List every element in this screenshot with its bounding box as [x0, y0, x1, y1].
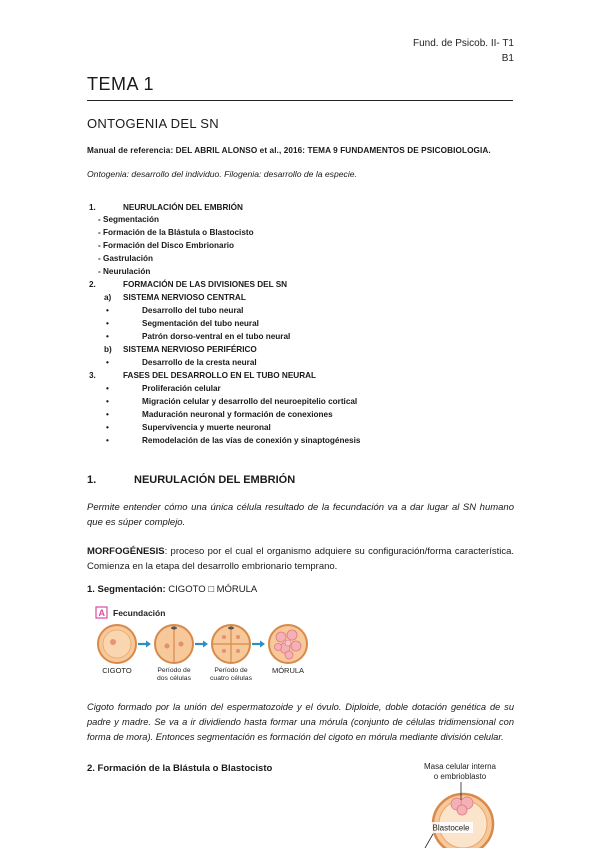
arrow-head-icon: [260, 641, 265, 648]
toc-s1-num: 1.: [89, 203, 96, 212]
morphogenesis-paragraph: [87, 544, 514, 574]
segmentation-label: 1. Segmentación:: [87, 584, 166, 595]
arrow-head-icon: [203, 641, 208, 648]
toc-s2b-title: SISTEMA NERVIOSO PERIFÉRICO: [123, 345, 257, 354]
two-cell-stage: [155, 625, 193, 663]
arrow-head-icon: [146, 641, 151, 648]
title-rule: [87, 100, 513, 101]
page-header: [413, 36, 514, 66]
label-four-cell-2: cuatro células: [210, 675, 252, 682]
toc-s3-item: Maduración neuronal y formación de conexiones: [142, 410, 333, 419]
toc-bullet: •: [106, 410, 109, 419]
toc-bullet: •: [106, 436, 109, 445]
segmentation-rest: CIGOTO □ MÓRULA: [165, 584, 258, 595]
toc-s3-title: FASES DEL DESARROLLO EN EL TUBO NEURAL: [123, 371, 317, 380]
header-course: Fund. de Psicob. II- T1: [413, 38, 514, 49]
pointer-line: [425, 834, 433, 848]
figure-tag: A: [98, 608, 105, 618]
toc-s1-item: - Segmentación: [98, 215, 159, 224]
toc-s1-item: - Formación de la Blástula o Blastocisto: [98, 228, 254, 237]
toc-s3-num: 3.: [89, 371, 96, 380]
blastocyst-label-1: Masa celular interna: [423, 762, 497, 771]
toc-bullet: •: [106, 397, 109, 406]
section-heading: [87, 474, 295, 486]
toc-s2a-item: Patrón dorso-ventral en el tubo neural: [142, 332, 291, 341]
blastocyst-figure: [405, 758, 515, 848]
toc-s1-item: - Neurulación: [98, 267, 151, 276]
toc-bullet: •: [106, 423, 109, 432]
toc-s2a-item: Desarrollo del tubo neural: [142, 306, 244, 315]
reference-line: Manual de referencia: DEL ABRIL ALONSO et al., 2016: TEMA 9 FUNDAMENTOS DE PSICOBIOLOGIA.: [87, 146, 491, 155]
segmentation-heading: [87, 584, 257, 595]
toc-s1-item: - Gastrulación: [98, 254, 154, 263]
morphogenesis-term: MORFOGÉNESIS: [87, 546, 165, 557]
morphogenesis-definition: : proceso por el cual el organismo adquiere su configuración/forma característica. Comienza en la etapa del desarrollo embrionario temprano.: [87, 546, 514, 572]
toc-bullet: •: [106, 358, 109, 367]
label-four-cell-1: Período de: [214, 667, 248, 674]
section-number: 1.: [87, 474, 97, 486]
blastocele-label: Blastocele: [432, 823, 470, 833]
toc-s2a-title: SISTEMA NERVIOSO CENTRAL: [123, 293, 246, 302]
zygote-paragraph: Cigoto formado por la unión del espermatozoide y el óvulo. Diploide, doble dotación genética de su padre y madre. Se va a ir dividiendo hasta formar una mórula (conjunto de células tridimensional con forma de mora). Entonces segmentación es formación del cigoto en mórula mediante división celular.: [87, 702, 514, 742]
toc-s3-item: Proliferación celular: [142, 384, 221, 393]
toc-s3-item: Remodelación de las vías de conexión y sinaptogénesis: [142, 436, 361, 445]
toc-s2b-item: Desarrollo de la cresta neural: [142, 358, 257, 367]
blastocyst-label-2: o embrioblasto: [433, 772, 487, 781]
zygote-cell: [98, 625, 136, 663]
definition-line: Ontogenia: desarrollo del individuo. Filogenia: desarrollo de la especie.: [87, 169, 357, 179]
toc-s2-title: FORMACIÓN DE LAS DIVISIONES DEL SN: [123, 280, 288, 289]
fertilization-figure: [95, 606, 355, 688]
blastula-heading: 2. Formación de la Blástula o Blastocisto: [87, 763, 273, 774]
toc-bullet: •: [106, 332, 109, 341]
toc-bullet: •: [106, 384, 109, 393]
toc-s1-title: NEURULACIÓN DEL EMBRIÓN: [123, 203, 243, 212]
label-zygote: CIGOTO: [102, 666, 132, 675]
toc-s3-item: Supervivencia y muerte neuronal: [142, 423, 271, 432]
morula-cell: [269, 625, 307, 663]
toc-s3-item: Migración celular y desarrollo del neuroepitelio cortical: [142, 397, 358, 406]
toc-s2a-item: Segmentación del tubo neural: [142, 319, 259, 328]
intro-paragraph: Permite entender cómo una única célula resultado de la fecundación va a dar lugar al SN humano que es súper complejo.: [87, 502, 514, 528]
toc-s2a-label: a): [104, 293, 112, 302]
blastocyst-cell: [433, 794, 493, 848]
figure-caption: Fecundación: [113, 608, 166, 618]
toc-s2-num: 2.: [89, 280, 96, 289]
page-title: TEMA 1: [87, 74, 155, 94]
four-cell-stage: [212, 625, 250, 663]
toc-bullet: •: [106, 319, 109, 328]
section-title: NEURULACIÓN DEL EMBRIÓN: [134, 474, 296, 486]
toc-s1-item: - Formación del Disco Embrionario: [98, 241, 235, 250]
label-morula: MÓRULA: [271, 666, 305, 675]
header-block: B1: [501, 53, 514, 64]
label-two-cell-1: Período de: [157, 667, 191, 674]
toc-bullet: •: [106, 306, 109, 315]
toc-s2b-label: b): [104, 345, 112, 354]
page-subtitle: ONTOGENIA DEL SN: [87, 116, 219, 131]
label-two-cell-2: dos células: [156, 675, 192, 682]
